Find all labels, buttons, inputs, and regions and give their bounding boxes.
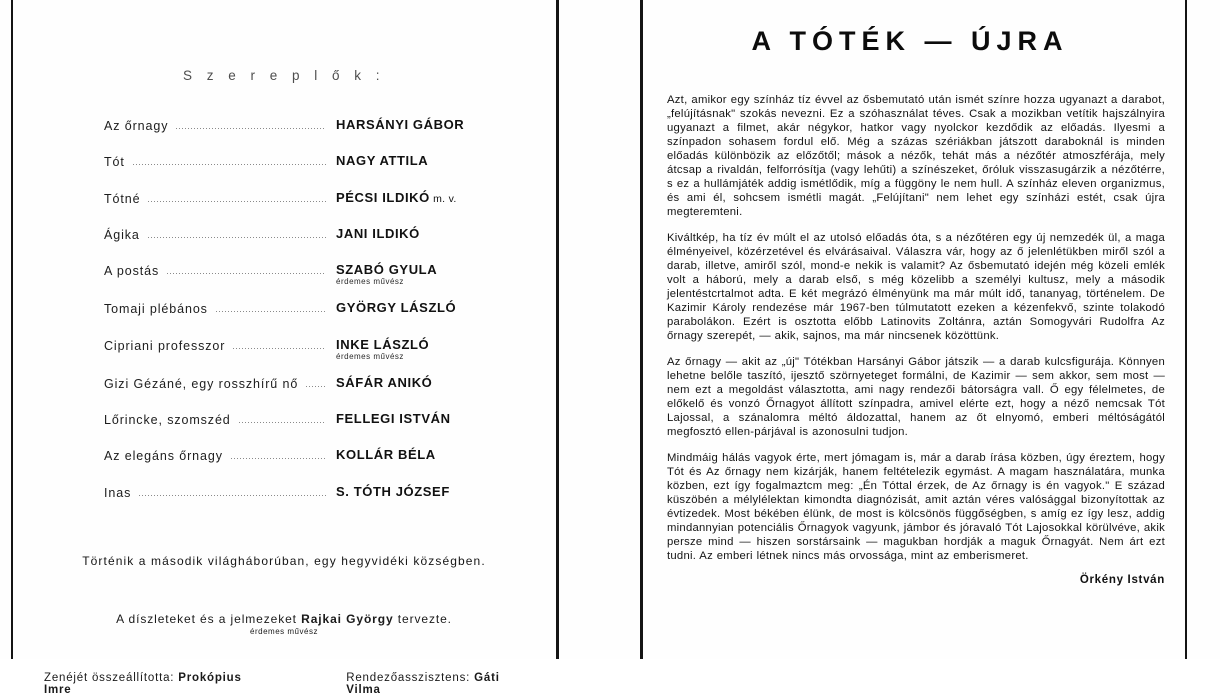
bottom-credit-label: Rendezőasszisztens: xyxy=(346,671,475,684)
cast-actor-name: KOLLÁR BÉLA xyxy=(336,447,436,463)
cast-actor-wrap xyxy=(330,262,524,286)
cast-role: Ágika xyxy=(104,227,140,242)
cast-row-spacer xyxy=(336,206,524,226)
bottom-credit-item xyxy=(346,672,524,696)
setting-note: Történik a második világháborúban, egy hegyvidéki községben. xyxy=(82,553,486,568)
cast-actor-name: NAGY ATTILA xyxy=(336,153,429,169)
cast-row-spacer xyxy=(336,242,524,262)
cast-role-wrap xyxy=(104,153,330,169)
cast-role-wrap xyxy=(104,375,330,391)
cast-list-heading: S z e r e p l ő k : xyxy=(182,68,386,83)
cast-row xyxy=(14,337,554,361)
page-edge-left xyxy=(11,0,13,659)
cast-actor-wrap xyxy=(330,375,524,411)
cast-row-spacer xyxy=(336,170,524,190)
cast-role-wrap xyxy=(104,190,330,206)
essay-paragraph: Azt, amikor egy színház tíz évvel az ősbemutató után ismét színre hozza ugyanazt a darabot, „felújításnak" szokás nevezni. Ez a szóhasználat téves. Csak a mozikban vetítik hajszálnyira ugyanazt a filmet, akár négykor, hatkor vagy nyolckor kezdődik az előadás. Ilyesmi a színpadon sohasem fordul elő. Még a százas szériákban játszott daraboknál is minden előadás különbözik az előzőtől; mások a nézők, tehát más a nézőtér atmoszférája, mely átcsap a rivaldán, felforrósítja (vagy lehűti) a színészeket, őróluk visszasugárzik a nézőtérre, s ez a hullámjáték addig ismétlődik, míg a függöny le nem hull. A színház eleven organizmus, és ami él, sohcsem ismétli magát. „Felújítani" nem lehet egy színházi estét, csak újra megteremteni. xyxy=(667,94,1165,219)
essay-paragraph: Az őrnagy — akit az „új" Tótékban Harsányi Gábor játszik — a darab kulcsfigurája. Könnyen lehetne belőle taszító, ijesztő szörnyeteget formálni, de Kazimir — sem akkor, sem most — nem ezt a megoldást választotta, ami nagy rendezői bátorságra vall. Ő egy félelmetes, de előkelő és vonzó Őrnagyot állított színpadra, amivel elérte ezt, hogy a néző nemcsak Tót Lajossal, a szánalomra méltó áldozattal, hanem az őt elnyomó, emberi méltóságától megfosztó ellen-párjával is azonosulni tudjon. xyxy=(667,355,1165,439)
essay-title: A TÓTÉK — ÚJRA xyxy=(751,26,1069,56)
cast-row-spacer xyxy=(336,317,524,337)
design-credit xyxy=(14,612,554,636)
page-edge-gutter-right xyxy=(640,0,643,659)
bottom-credit-name: Gáti Vilma xyxy=(346,671,500,696)
cast-role-wrap xyxy=(104,226,330,242)
cast-list xyxy=(14,117,554,520)
design-credit-honor: érdemes művész xyxy=(250,626,318,636)
page-edge-right xyxy=(1185,0,1187,659)
cast-role: Lőrincke, szomszéd xyxy=(104,413,231,427)
essay-paragraph: Mindmáig hálás vagyok érte, mert jómagam is, már a darab írása közben, úgy éreztem, hogy Tót és Az őrnagy nem kizárják, hanem feltételezik egymást. A magam használatára, munka közben, ezt így fogalmaztcm meg: „Én Tóttal érzek, de Az őrnagy is én vagyok." E század küszöbén a mélylélektan kimondta diagnózisát, amit aztán véres valósággal bizonyítottak az évtizedek. Most békében élünk, de most is kölcsönös függőségben, s amíg ez így lesz, addig mindannyian potenciális Őrnagyok vagyunk, jámbor és jóravaló Tót Lajosokkal körülvéve, akik persze mind — hiszen sorstársaink — magukban hordják a maguk Őrnagyát. Nem árt ezt tudni. Az emberi létnek nincs más orvossága, mint az emberismeret. xyxy=(667,451,1165,562)
cast-guest-marker: m. v. xyxy=(429,192,457,205)
cast-role: Tót xyxy=(104,155,125,170)
cast-row xyxy=(14,117,554,153)
page-edge-gutter-left xyxy=(556,0,559,659)
left-page xyxy=(14,0,554,696)
cast-row xyxy=(14,190,554,226)
dot-leader xyxy=(139,495,326,496)
cast-actor-wrap xyxy=(330,190,524,226)
cast-role-wrap xyxy=(104,411,330,427)
cast-actor-name: HARSÁNYI GÁBOR xyxy=(336,117,465,132)
cast-actor-wrap xyxy=(330,447,524,483)
cast-role-wrap xyxy=(104,447,330,463)
cast-row-spacer xyxy=(336,133,524,153)
cast-row-spacer xyxy=(336,464,524,484)
cast-role-wrap xyxy=(104,117,330,133)
dot-leader xyxy=(148,201,326,202)
cast-actor-name: INKE LÁSZLÓ xyxy=(336,336,430,352)
cast-role: Cipriani professzor xyxy=(104,338,226,353)
dot-leader xyxy=(176,128,326,129)
cast-actor-wrap xyxy=(330,300,524,336)
dot-leader xyxy=(216,311,326,312)
essay-body xyxy=(667,93,1165,563)
cast-row xyxy=(14,484,554,520)
cast-actor-wrap xyxy=(330,117,524,153)
cast-actor-name: SZABÓ GYULA xyxy=(336,262,438,277)
cast-actor-wrap xyxy=(330,337,524,361)
cast-honor-title: érdemes művész xyxy=(336,277,404,287)
bottom-credits xyxy=(14,672,554,696)
cast-role: Gizi Gézáné, egy rosszhírű nő xyxy=(104,376,299,391)
cast-row-spacer xyxy=(336,500,524,520)
design-credit-after: tervezte. xyxy=(393,611,452,626)
cast-role-wrap xyxy=(104,337,330,353)
cast-actor-wrap xyxy=(330,153,524,189)
essay-paragraph: Kiváltkép, ha tíz év múlt el az utolsó előadás óta, s a nézőtéren egy új nemzedék ül, a maga élményeivel, közérzetével és elvárásaival. Válaszra vár, hogy az ő jelenlétükben miről szól a darab, illetve, amiről szól, mond-e nekik is valamit? Az ősbemutató idején még közeli emlék volt a háború, mely a darab első, s még közelibb a személyi kultusz, mely a második jelentéstcrtalmot adta. E két megrázó élményünk ma már múlt idő, tananyag, történelem. De Kazimir Károly rendezése már 1967-ben túlmutatott ezeken a kézenfekvő, szinte tolakodó parabolákon. Ezért is osztotta előbb Latinovits Zoltánra, aztán Somogyvári Rudolfra Az őrnagy szerepét, — akik, sajnos, ma már nincsenek közöttünk. xyxy=(667,231,1165,343)
cast-role-wrap xyxy=(104,484,330,500)
bottom-credit-item xyxy=(44,672,256,696)
cast-row xyxy=(14,300,554,336)
cast-row-spacer xyxy=(336,427,524,447)
cast-actor-name: SÁFÁR ANIKÓ xyxy=(336,374,433,390)
dot-leader xyxy=(233,348,326,349)
dot-leader xyxy=(148,237,326,238)
cast-row xyxy=(14,262,554,286)
bottom-credit-name: Prokópius Imre xyxy=(44,671,242,696)
dot-leader xyxy=(167,273,326,274)
cast-row xyxy=(14,153,554,189)
design-credit-before: A díszleteket és a jelmezeket xyxy=(116,611,302,626)
essay-signature: Örkény István xyxy=(1079,574,1165,587)
bottom-credit-label: Zenéjét összeállította: xyxy=(44,671,179,684)
dot-leader xyxy=(306,386,326,387)
cast-actor-name: JANI ILDIKÓ xyxy=(336,225,420,241)
cast-row-spacer xyxy=(336,391,524,411)
cast-actor-name: PÉCSI ILDIKÓ m. v. xyxy=(336,189,457,205)
design-credit-name: Rajkai György xyxy=(301,611,394,626)
dot-leader xyxy=(231,458,326,459)
cast-role: Inas xyxy=(104,485,132,500)
right-page xyxy=(645,0,1185,659)
dot-leader xyxy=(239,422,326,423)
cast-row xyxy=(14,447,554,483)
cast-role: Az elegáns őrnagy xyxy=(104,449,223,464)
cast-honor-title: érdemes művész xyxy=(336,351,404,361)
cast-role-wrap xyxy=(104,300,330,316)
cast-role: Az őrnagy xyxy=(104,119,169,133)
cast-actor-wrap xyxy=(330,411,524,447)
cast-actor-wrap xyxy=(330,484,524,520)
cast-role: Tótné xyxy=(104,191,141,206)
cast-role: Tomaji plébános xyxy=(104,302,208,317)
dot-leader xyxy=(133,164,326,165)
cast-row xyxy=(14,411,554,447)
cast-role: A postás xyxy=(104,264,160,278)
cast-row xyxy=(14,375,554,411)
cast-actor-wrap xyxy=(330,226,524,262)
cast-actor-name: S. TÓTH JÓZSEF xyxy=(336,483,450,499)
cast-actor-name: FELLEGI ISTVÁN xyxy=(336,411,451,426)
cast-actor-name: GYÖRGY LÁSZLÓ xyxy=(336,300,457,316)
cast-row xyxy=(14,226,554,262)
cast-role-wrap xyxy=(104,262,330,278)
